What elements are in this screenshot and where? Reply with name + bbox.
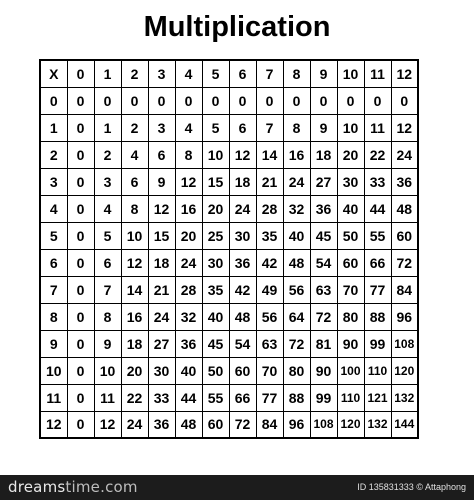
table-cell: 72 [391,249,418,276]
table-cell: 49 [256,276,283,303]
table-cell: 0 [67,168,94,195]
table-cell: 96 [391,303,418,330]
table-cell: 0 [310,87,337,114]
table-cell: 88 [283,384,310,411]
table-cell: 70 [256,357,283,384]
table-cell: 1 [94,114,121,141]
table-cell: 24 [148,303,175,330]
table-cell: 16 [121,303,148,330]
table-cell: 40 [202,303,229,330]
table-cell: 9 [94,330,121,357]
table-cell: 66 [364,249,391,276]
table-cell: 35 [256,222,283,249]
watermark-footer [0,475,474,500]
table-cell: 15 [148,222,175,249]
table-row [40,276,418,303]
table-cell: 0 [229,87,256,114]
table-cell: 132 [364,411,391,438]
table-cell: 30 [337,168,364,195]
table-cell: 42 [229,276,256,303]
table-cell: 6 [229,114,256,141]
table-cell: 45 [202,330,229,357]
table-cell: 36 [229,249,256,276]
table-cell: 12 [94,411,121,438]
table-cell: 48 [175,411,202,438]
table-cell: 110 [364,357,391,384]
table-cell: 14 [256,141,283,168]
table-cell: 77 [256,384,283,411]
table-cell: 27 [310,168,337,195]
table-cell: 25 [202,222,229,249]
table-cell: 18 [121,330,148,357]
table-cell: 0 [67,87,94,114]
table-cell: 10 [121,222,148,249]
table-cell: 32 [175,303,202,330]
table-cell: 60 [202,411,229,438]
header-cell: 12 [40,411,67,438]
table-cell: 8 [175,141,202,168]
table-cell: 8 [94,303,121,330]
table-cell: 2 [121,114,148,141]
page-title: Multiplication [143,11,331,43]
table-cell: 27 [148,330,175,357]
table-cell: 0 [67,411,94,438]
table-row [40,249,418,276]
table-cell: 11 [364,114,391,141]
table-cell: 2 [94,141,121,168]
table-cell: 21 [148,276,175,303]
table-cell: 4 [121,141,148,168]
table-cell: 36 [391,168,418,195]
table-cell: 6 [94,249,121,276]
table-cell: 45 [310,222,337,249]
table-cell: 55 [202,384,229,411]
table-cell: 36 [175,330,202,357]
header-cell: 4 [40,195,67,222]
image-credit: ID 135831333 © Attaphong [357,482,466,492]
table-cell: 100 [337,357,364,384]
header-cell: 9 [40,330,67,357]
table-cell: 144 [391,411,418,438]
table-cell: 0 [148,87,175,114]
table-cell: 60 [337,249,364,276]
table-cell: 12 [148,195,175,222]
table-cell: 24 [283,168,310,195]
table-cell: 12 [175,168,202,195]
table-row [40,330,418,357]
table-cell: 54 [229,330,256,357]
table-cell: 6 [148,141,175,168]
table-cell: 33 [148,384,175,411]
table-cell: 96 [283,411,310,438]
table-cell: 22 [121,384,148,411]
table-row [40,303,418,330]
table-cell: 32 [283,195,310,222]
table-row [40,357,418,384]
header-cell: 5 [40,222,67,249]
header-cell: 2 [40,141,67,168]
table-cell: 132 [391,384,418,411]
table-cell: 0 [67,303,94,330]
table-cell: 50 [202,357,229,384]
table-cell: 0 [391,87,418,114]
table-cell: 5 [94,222,121,249]
table-cell: 0 [67,141,94,168]
table-cell: 0 [337,87,364,114]
table-cell: 84 [391,276,418,303]
table-cell: 66 [229,384,256,411]
table-cell: 0 [67,357,94,384]
table-cell: 3 [148,114,175,141]
table-cell: 0 [256,87,283,114]
header-cell: 3 [40,168,67,195]
header-cell: 0 [40,87,67,114]
table-cell: 121 [364,384,391,411]
table-row [40,168,418,195]
table-cell: 12 [121,249,148,276]
header-cell: 11 [40,384,67,411]
table-cell: 70 [337,276,364,303]
table-cell: 28 [175,276,202,303]
table-cell: 30 [148,357,175,384]
table-cell: 81 [310,330,337,357]
table-cell: 0 [175,87,202,114]
table-cell: 60 [391,222,418,249]
table-cell: 18 [148,249,175,276]
header-cell: 7 [40,276,67,303]
table-cell: 24 [121,411,148,438]
header-cell: 1 [94,60,121,87]
table-cell: 6 [121,168,148,195]
table-cell: 10 [94,357,121,384]
table-cell: 99 [310,384,337,411]
table-cell: 24 [229,195,256,222]
table-cell: 18 [229,168,256,195]
table-cell: 20 [337,141,364,168]
table-cell: 44 [364,195,391,222]
table-cell: 35 [202,276,229,303]
table-cell: 33 [364,168,391,195]
table-cell: 0 [67,195,94,222]
table-cell: 99 [364,330,391,357]
table-row [40,411,418,438]
table-cell: 36 [148,411,175,438]
table-cell: 0 [121,87,148,114]
table-cell: 40 [337,195,364,222]
table-cell: 0 [94,87,121,114]
table-cell: 84 [256,411,283,438]
header-cell: 8 [283,60,310,87]
table-cell: 18 [310,141,337,168]
table-cell: 12 [229,141,256,168]
table-cell: 48 [283,249,310,276]
table-cell: 0 [67,276,94,303]
table-cell: 11 [94,384,121,411]
table-cell: 60 [229,357,256,384]
header-cell: 5 [202,60,229,87]
table-cell: 24 [175,249,202,276]
brand-domain: time.com [65,478,138,496]
table-cell: 72 [283,330,310,357]
table-cell: 4 [175,114,202,141]
table-cell: 63 [310,276,337,303]
table-cell: 12 [391,114,418,141]
table-cell: 44 [175,384,202,411]
header-cell: 10 [337,60,364,87]
table-cell: 120 [391,357,418,384]
table-cell: 9 [310,114,337,141]
table-cell: 56 [283,276,310,303]
table-cell: 9 [148,168,175,195]
table-cell: 22 [364,141,391,168]
table-cell: 36 [310,195,337,222]
table-cell: 108 [310,411,337,438]
header-cell: 7 [256,60,283,87]
brand-name: dreams [8,478,66,496]
table-row [40,195,418,222]
table-cell: 120 [337,411,364,438]
header-cell: 10 [40,357,67,384]
table-cell: 3 [94,168,121,195]
header-cell: 11 [364,60,391,87]
table-cell: 24 [391,141,418,168]
table-cell: 56 [256,303,283,330]
table-cell: 21 [256,168,283,195]
header-cell: 1 [40,114,67,141]
table-cell: 110 [337,384,364,411]
table-cell: 15 [202,168,229,195]
table-cell: 80 [337,303,364,330]
table-cell: 80 [283,357,310,384]
table-cell: 40 [175,357,202,384]
table-cell: 72 [310,303,337,330]
brand-logo [8,478,138,496]
table-cell: 20 [175,222,202,249]
table-row [40,384,418,411]
table-cell: 30 [202,249,229,276]
table-cell: 0 [202,87,229,114]
table-cell: 48 [391,195,418,222]
table-cell: 42 [256,249,283,276]
header-cell: 9 [310,60,337,87]
table-row [40,114,418,141]
table-cell: 16 [175,195,202,222]
table-cell: 14 [121,276,148,303]
table-cell: 64 [283,303,310,330]
table-cell: 48 [229,303,256,330]
table-cell: 28 [256,195,283,222]
table-cell: 77 [364,276,391,303]
table-cell: 0 [364,87,391,114]
header-cell: 12 [391,60,418,87]
table-cell: 90 [337,330,364,357]
table-cell: 5 [202,114,229,141]
table-cell: 72 [229,411,256,438]
table-cell: 20 [202,195,229,222]
table-cell: 0 [283,87,310,114]
header-cell: 0 [67,60,94,87]
table-cell: 20 [121,357,148,384]
header-row [40,60,418,87]
header-cell: X [40,60,67,87]
table-cell: 8 [121,195,148,222]
table-cell: 90 [310,357,337,384]
table-cell: 10 [202,141,229,168]
header-cell: 6 [229,60,256,87]
table-cell: 50 [337,222,364,249]
table-cell: 0 [67,249,94,276]
table-row [40,87,418,114]
header-cell: 3 [148,60,175,87]
table-cell: 40 [283,222,310,249]
table-cell: 8 [283,114,310,141]
multiplication-table [39,59,419,439]
table-cell: 88 [364,303,391,330]
table-cell: 0 [67,384,94,411]
header-cell: 4 [175,60,202,87]
table-cell: 54 [310,249,337,276]
table-cell: 16 [283,141,310,168]
header-cell: 6 [40,249,67,276]
table-cell: 0 [67,222,94,249]
table-cell: 55 [364,222,391,249]
table-cell: 0 [67,330,94,357]
header-cell: 8 [40,303,67,330]
table-cell: 10 [337,114,364,141]
table-row [40,222,418,249]
table-cell: 4 [94,195,121,222]
table-row [40,141,418,168]
multiplication-table-container [39,59,419,439]
table-cell: 7 [94,276,121,303]
header-cell: 2 [121,60,148,87]
table-cell: 7 [256,114,283,141]
table-cell: 0 [67,114,94,141]
table-cell: 30 [229,222,256,249]
table-cell: 63 [256,330,283,357]
table-cell: 108 [391,330,418,357]
